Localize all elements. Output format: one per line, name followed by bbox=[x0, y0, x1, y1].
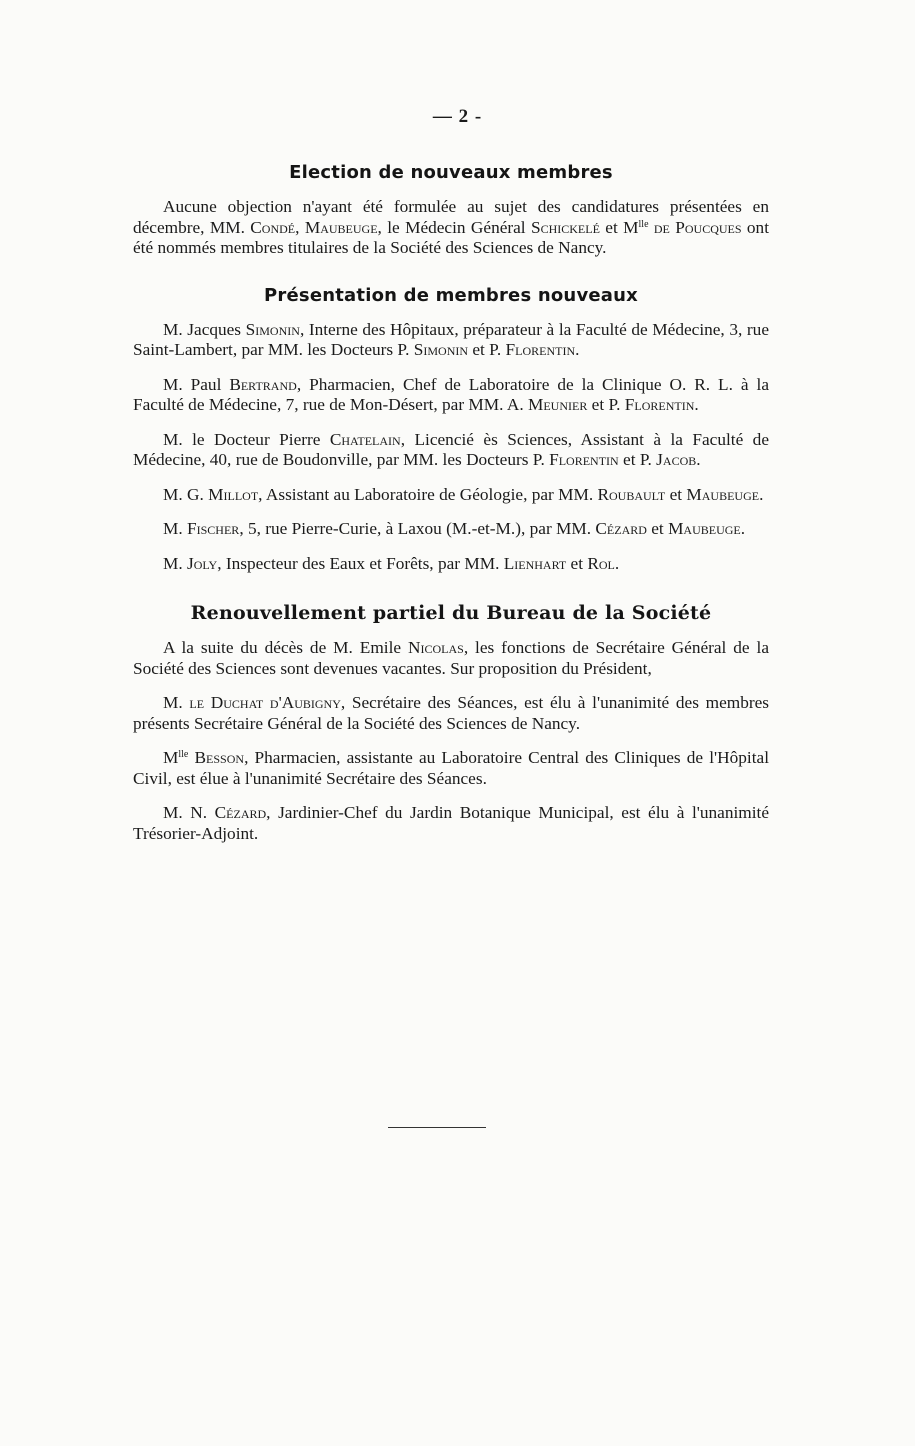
small-caps-name: Florentin bbox=[549, 450, 619, 469]
small-caps-name: Florentin bbox=[505, 340, 576, 359]
closing-rule bbox=[388, 1127, 486, 1128]
small-caps-name: Nicolas bbox=[407, 638, 464, 657]
small-caps-name: Meunier bbox=[527, 395, 588, 414]
small-caps-name: Cézard bbox=[214, 803, 267, 822]
small-caps-name: Maubeuge bbox=[304, 217, 378, 237]
superscript: lle bbox=[178, 749, 189, 760]
section-title: Election de nouveaux membres bbox=[289, 162, 613, 183]
paragraph: M. le Duchat d'Aubigny, Secrétaire des Séances, est élu à l'unanimité des membres présents Secrétaire Général de la Société des Sciences de Nancy. bbox=[133, 693, 769, 733]
small-caps-name: Simonin bbox=[245, 319, 300, 339]
small-caps-name: Maubeuge bbox=[668, 519, 741, 538]
paragraph: A la suite du décès de M. Emile Nicolas, les fonctions de Secrétaire Général de la Société des Sciences sont devenues vacantes. Sur proposition du Président, bbox=[133, 638, 769, 678]
small-caps-name: Besson bbox=[194, 748, 245, 767]
small-caps-name: Bertrand bbox=[229, 374, 297, 394]
paragraph: M. Jacques Simonin, Interne des Hôpitaux, préparateur à la Faculté de Médecine, 3, rue Saint-Lambert, par MM. les Docteurs P. Simonin et P. Florentin. bbox=[133, 319, 769, 359]
small-caps-name: Maubeuge bbox=[686, 484, 760, 504]
section-title: Présentation de membres nouveaux bbox=[264, 284, 638, 306]
small-caps-name: le Duchat d'Aubigny bbox=[189, 693, 341, 712]
small-caps-name: de Poucques bbox=[653, 217, 742, 237]
small-caps-name: Condé bbox=[250, 217, 296, 237]
section-presentation bbox=[133, 285, 769, 575]
section-election bbox=[133, 162, 769, 259]
small-caps-name: Florentin bbox=[624, 395, 695, 414]
small-caps-name: Rol bbox=[587, 553, 615, 573]
superscript: lle bbox=[638, 218, 649, 230]
section-title: Renouvellement partiel du Bureau de la Société bbox=[190, 602, 712, 624]
small-caps-name: Roubault bbox=[597, 484, 666, 504]
paragraph: M. N. Cézard, Jardinier-Chef du Jardin Botanique Municipal, est élu à l'unanimité Trésorier-Adjoint. bbox=[133, 803, 769, 843]
small-caps-name: Fischer bbox=[187, 519, 240, 538]
paragraph: Aucune objection n'ayant été formulée au sujet des candidatures présentées en décembre, MM. Condé, Maubeuge, le Médecin Général Schickelé et $M^{lle}$ de Poucques ont été nommés membres titulaires de la Société des Sciences de Nancy. bbox=[133, 197, 770, 257]
section-renouvellement bbox=[133, 602, 769, 844]
small-caps-name: Simonin bbox=[413, 340, 469, 359]
small-caps-name: Joly bbox=[187, 553, 218, 573]
small-caps-name: Chatelain bbox=[329, 429, 401, 449]
paragraph: M. Fischer, 5, rue Pierre-Curie, à Laxou (M.-et-M.), par MM. Cézard et Maubeuge. bbox=[163, 519, 746, 538]
small-caps-name: Millot bbox=[208, 484, 259, 504]
paragraph: $M^{lle}$ Besson, Pharmacien, assistante au Laboratoire Central des Cliniques de l'Hôpital Civil, est élue à l'unanimité Secrétaire des Séances. bbox=[133, 748, 769, 788]
page-content bbox=[133, 162, 769, 858]
small-caps-name: Schickelé bbox=[530, 217, 600, 237]
paragraph: M. Joly, Inspecteur des Eaux et Forêts, par MM. Lienhart et Rol. bbox=[163, 553, 620, 573]
page-number: — 2 - bbox=[432, 106, 483, 127]
small-caps-name: Lienhart bbox=[503, 553, 567, 573]
small-caps-name: Cézard bbox=[595, 519, 647, 538]
paragraph: M. G. Millot, Assistant au Laboratoire de Géologie, par MM. Roubault et Maubeuge. bbox=[163, 484, 764, 504]
paragraph: M. le Docteur Pierre Chatelain, Licencié ès Sciences, Assistant à la Faculté de Médecine, 40, rue de Boudonville, par MM. les Docteurs P. Florentin et P. Jacob. bbox=[133, 429, 769, 469]
small-caps-name: Jacob bbox=[656, 450, 697, 469]
paragraph: M. Paul Bertrand, Pharmacien, Chef de Laboratoire de la Clinique O. R. L. à la Faculté de Médecine, 7, rue de Mon-Désert, par MM. A. Meunier et P. Florentin. bbox=[133, 374, 769, 414]
